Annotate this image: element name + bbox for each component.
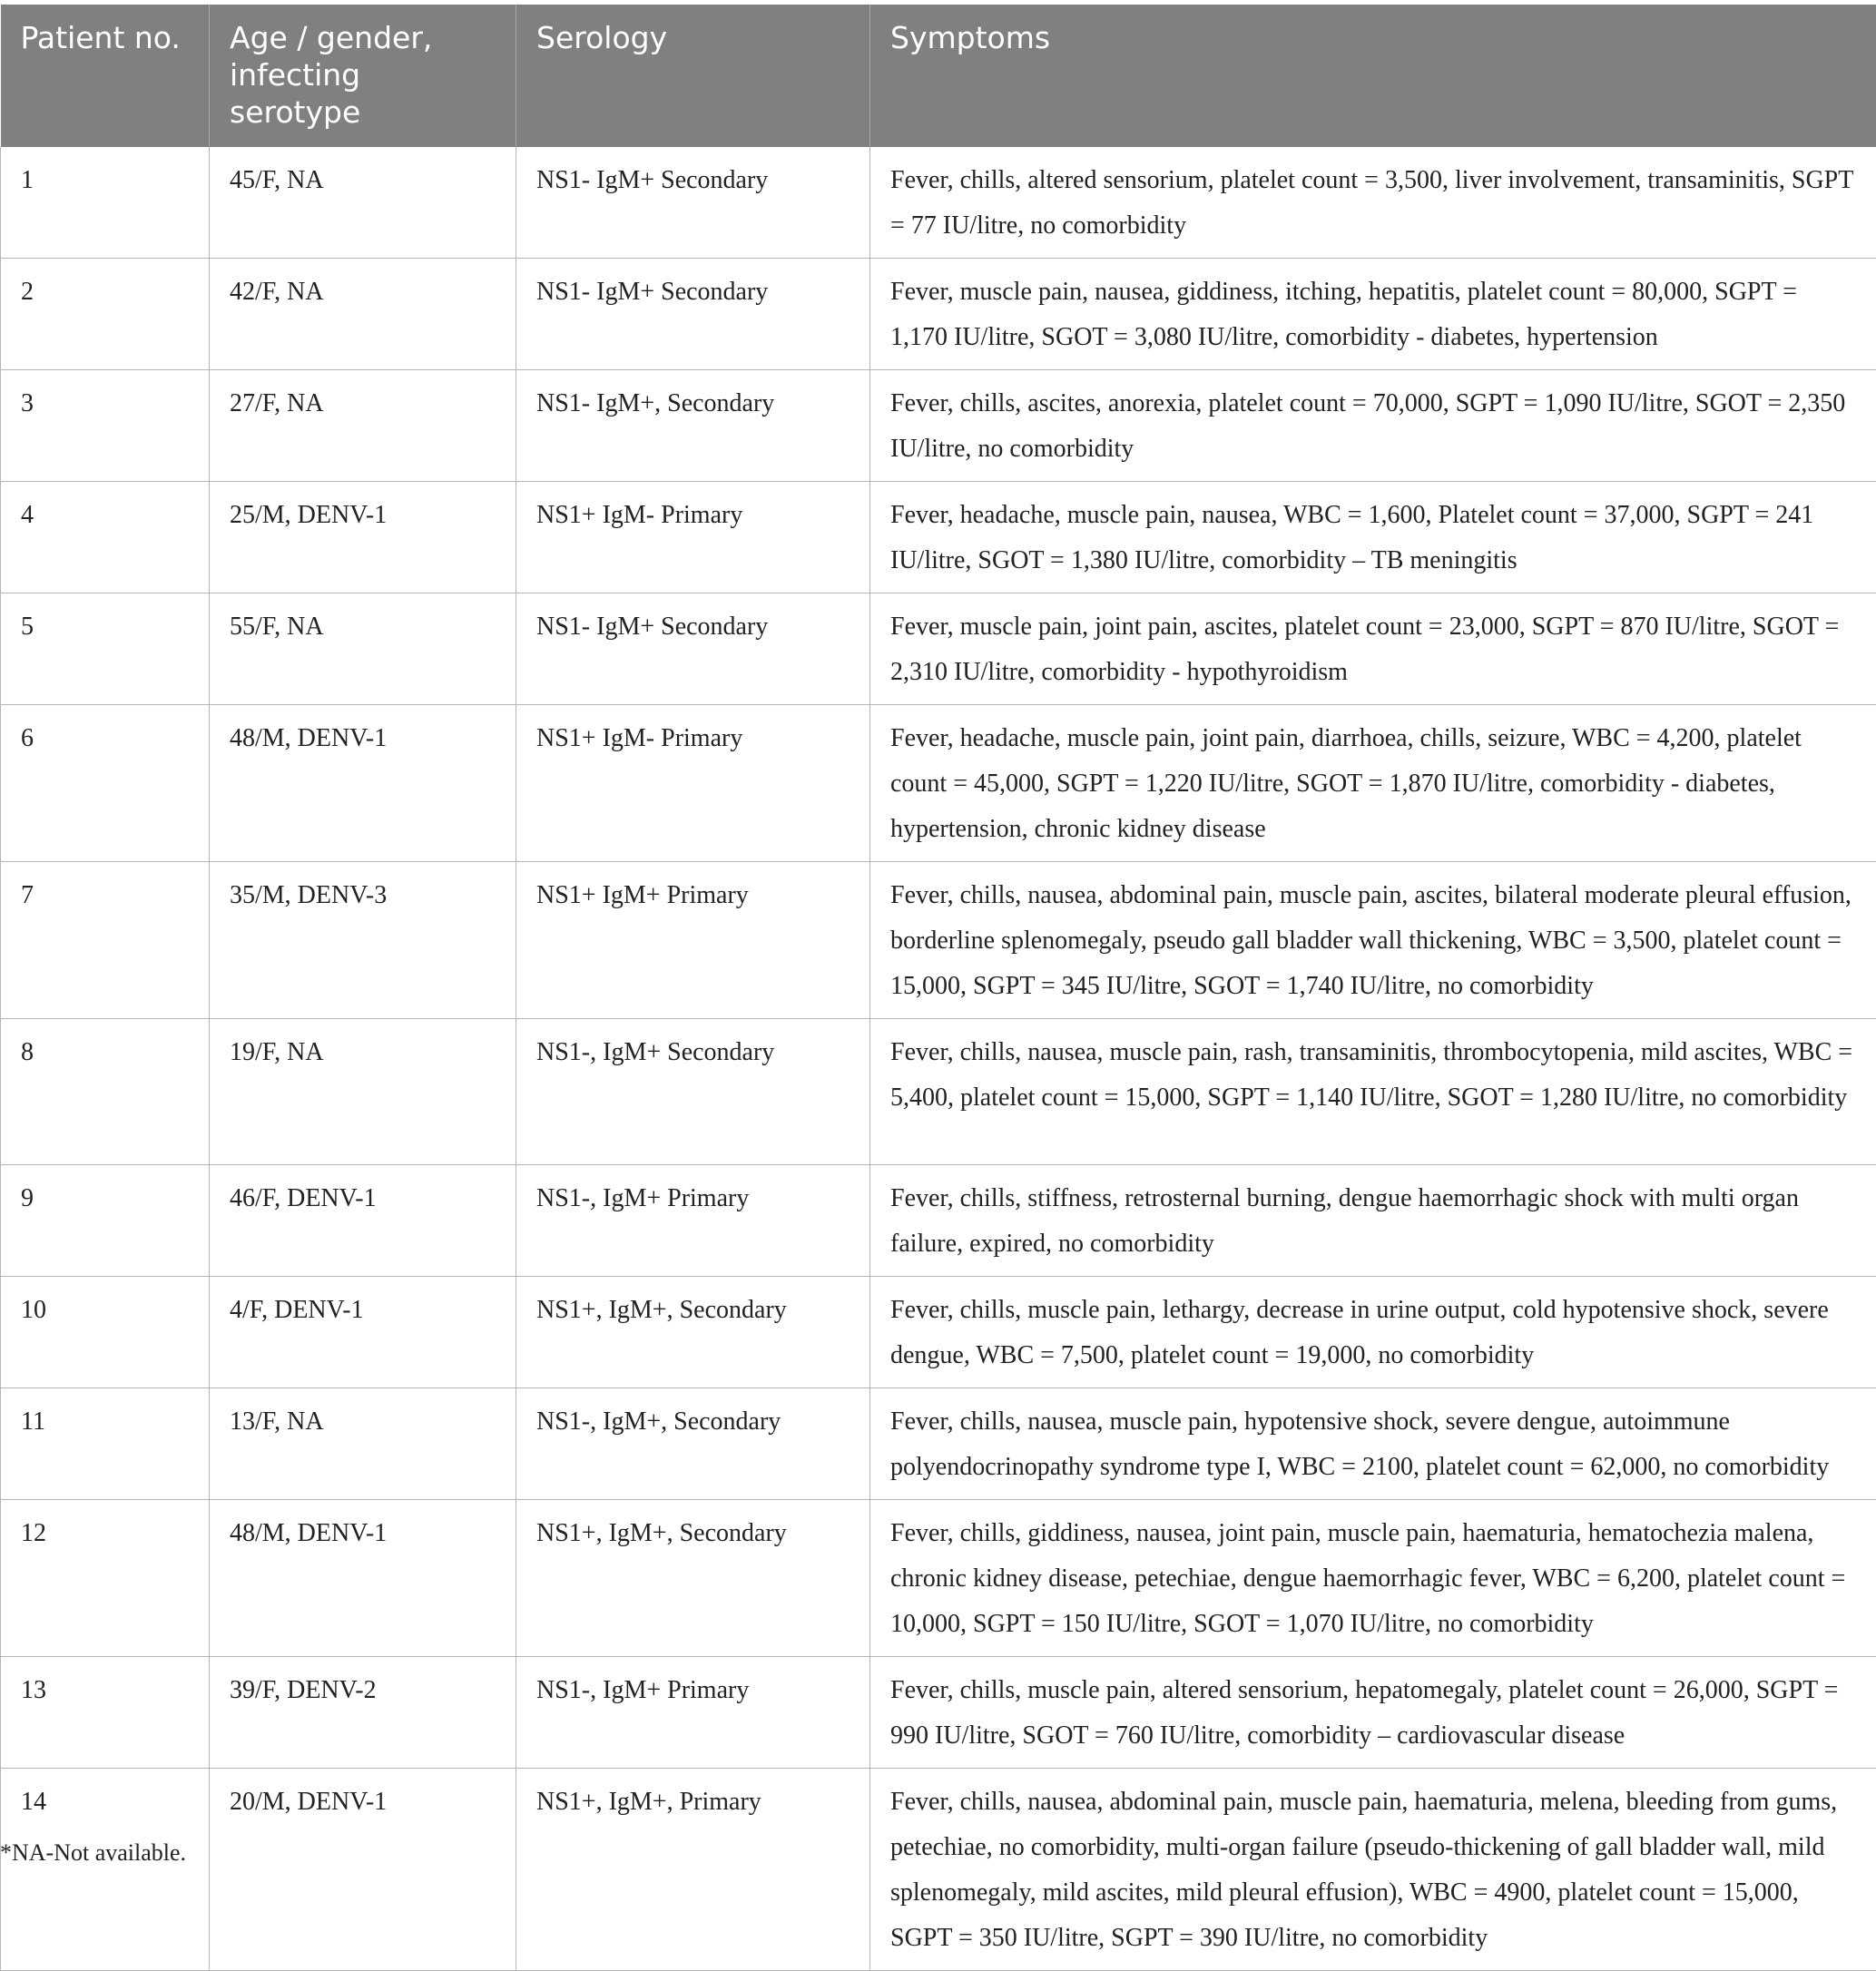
cell-age-gender: 55/F, NA [210,593,516,705]
cell-patient-no: 4 [1,482,210,593]
table-row [1,482,1876,593]
table-footnote: *NA-Not available. [0,1839,186,1867]
header-serology: Serology [516,5,870,147]
cell-patient-no: 8 [1,1019,210,1165]
cell-patient-no: 14 [1,1769,210,1971]
cell-symptoms: Fever, chills, muscle pain, altered sensorium, hepatomegaly, platelet count = 26,000, SGPT = 990 IU/litre, SGOT = 760 IU/litre, comorbidity – cardiovascular disease [870,1657,1876,1769]
table-row [1,1277,1876,1388]
cell-patient-no: 12 [1,1500,210,1657]
table-row [1,1388,1876,1500]
cell-patient-no: 9 [1,1165,210,1277]
header-patient-no: Patient no. [1,5,210,147]
cell-serology: NS1+ IgM- Primary [516,705,870,862]
table-body [1,147,1876,1971]
cell-symptoms: Fever, headache, muscle pain, joint pain, diarrhoea, chills, seizure, WBC = 4,200, platelet count = 45,000, SGPT = 1,220 IU/litre, SGOT = 1,870 IU/litre, comorbidity - diabetes, hypertension, chronic kidney disease [870,705,1876,862]
cell-serology: NS1-, IgM+ Secondary [516,1019,870,1165]
cell-patient-no: 3 [1,370,210,482]
header-symptoms: Symptoms [870,5,1876,147]
table-row [1,593,1876,705]
cell-age-gender: 35/M, DENV-3 [210,862,516,1019]
cell-serology: NS1+, IgM+, Primary [516,1769,870,1971]
cell-serology: NS1+ IgM+ Primary [516,862,870,1019]
table-header [1,5,1876,147]
cell-age-gender: 42/F, NA [210,259,516,370]
cell-age-gender: 48/M, DENV-1 [210,705,516,862]
cell-symptoms: Fever, chills, ascites, anorexia, platelet count = 70,000, SGPT = 1,090 IU/litre, SGOT = 2,350 IU/litre, no comorbidity [870,370,1876,482]
cell-symptoms: Fever, chills, stiffness, retrosternal burning, dengue haemorrhagic shock with multi organ failure, expired, no comorbidity [870,1165,1876,1277]
cell-symptoms: Fever, muscle pain, joint pain, ascites, platelet count = 23,000, SGPT = 870 IU/litre, SGOT = 2,310 IU/litre, comorbidity - hypothyroidism [870,593,1876,705]
cell-age-gender: 27/F, NA [210,370,516,482]
cell-age-gender: 48/M, DENV-1 [210,1500,516,1657]
cell-patient-no: 10 [1,1277,210,1388]
table-row [1,1019,1876,1165]
table-row [1,862,1876,1019]
cell-age-gender: 20/M, DENV-1 [210,1769,516,1971]
cell-symptoms: Fever, chills, giddiness, nausea, joint pain, muscle pain, haematuria, hematochezia malena, chronic kidney disease, petechiae, dengue haemorrhagic fever, WBC = 6,200, platelet count = 10,000, SGPT = 150 IU/litre, SGOT = 1,070 IU/litre, no comorbidity [870,1500,1876,1657]
table-row [1,1500,1876,1657]
cell-symptoms: Fever, headache, muscle pain, nausea, WBC = 1,600, Platelet count = 37,000, SGPT = 241 IU/litre, SGOT = 1,380 IU/litre, comorbidity – TB meningitis [870,482,1876,593]
table-row [1,1165,1876,1277]
table-row [1,705,1876,862]
cell-symptoms: Fever, chills, muscle pain, lethargy, decrease in urine output, cold hypotensive shock, severe dengue, WBC = 7,500, platelet count = 19,000, no comorbidity [870,1277,1876,1388]
cell-patient-no: 13 [1,1657,210,1769]
cell-symptoms: Fever, chills, altered sensorium, platelet count = 3,500, liver involvement, transaminitis, SGPT = 77 IU/litre, no comorbidity [870,147,1876,259]
cell-serology: NS1-, IgM+ Primary [516,1657,870,1769]
cell-serology: NS1- IgM+ Secondary [516,259,870,370]
table-row [1,147,1876,259]
cell-age-gender: 25/M, DENV-1 [210,482,516,593]
cell-serology: NS1-, IgM+ Primary [516,1165,870,1277]
cell-symptoms: Fever, chills, nausea, abdominal pain, muscle pain, haematuria, melena, bleeding from gums, petechiae, no comorbidity, multi-organ failure (pseudo-thickening of gall bladder wall, mild splenomegaly, mild ascites, mild pleural effusion), WBC = 4900, platelet count = 15,000, SGPT = 350 IU/litre, SGPT = 390 IU/litre, no comorbidity [870,1769,1876,1971]
cell-serology: NS1- IgM+, Secondary [516,370,870,482]
cell-age-gender: 19/F, NA [210,1019,516,1165]
cell-symptoms: Fever, chills, nausea, muscle pain, hypotensive shock, severe dengue, autoimmune polyendocrinopathy syndrome type I, WBC = 2100, platelet count = 62,000, no comorbidity [870,1388,1876,1500]
table-row [1,370,1876,482]
cell-age-gender: 4/F, DENV-1 [210,1277,516,1388]
patient-table-container [0,5,1876,1971]
table-row [1,259,1876,370]
cell-age-gender: 46/F, DENV-1 [210,1165,516,1277]
cell-patient-no: 6 [1,705,210,862]
cell-age-gender: 45/F, NA [210,147,516,259]
header-row [1,5,1876,147]
cell-symptoms: Fever, muscle pain, nausea, giddiness, itching, hepatitis, platelet count = 80,000, SGPT = 1,170 IU/litre, SGOT = 3,080 IU/litre, comorbidity - diabetes, hypertension [870,259,1876,370]
cell-serology: NS1- IgM+ Secondary [516,593,870,705]
cell-age-gender: 13/F, NA [210,1388,516,1500]
table-row [1,1657,1876,1769]
cell-patient-no: 11 [1,1388,210,1500]
cell-symptoms: Fever, chills, nausea, muscle pain, rash, transaminitis, thrombocytopenia, mild ascites, WBC = 5,400, platelet count = 15,000, SGPT = 1,140 IU/litre, SGOT = 1,280 IU/litre, no comorbidity [870,1019,1876,1165]
cell-symptoms: Fever, chills, nausea, abdominal pain, muscle pain, ascites, bilateral moderate pleural effusion, borderline splenomegaly, pseudo gall bladder wall thickening, WBC = 3,500, platelet count = 15,000, SGPT = 345 IU/litre, SGOT = 1,740 IU/litre, no comorbidity [870,862,1876,1019]
cell-serology: NS1+, IgM+, Secondary [516,1277,870,1388]
table-row [1,1769,1876,1971]
cell-serology: NS1- IgM+ Secondary [516,147,870,259]
cell-patient-no: 1 [1,147,210,259]
cell-serology: NS1+ IgM- Primary [516,482,870,593]
cell-patient-no: 7 [1,862,210,1019]
patient-table [0,5,1876,1971]
cell-patient-no: 2 [1,259,210,370]
cell-serology: NS1+, IgM+, Secondary [516,1500,870,1657]
cell-serology: NS1-, IgM+, Secondary [516,1388,870,1500]
cell-age-gender: 39/F, DENV-2 [210,1657,516,1769]
cell-patient-no: 5 [1,593,210,705]
header-age-gender: Age / gender, infecting serotype [210,5,516,147]
